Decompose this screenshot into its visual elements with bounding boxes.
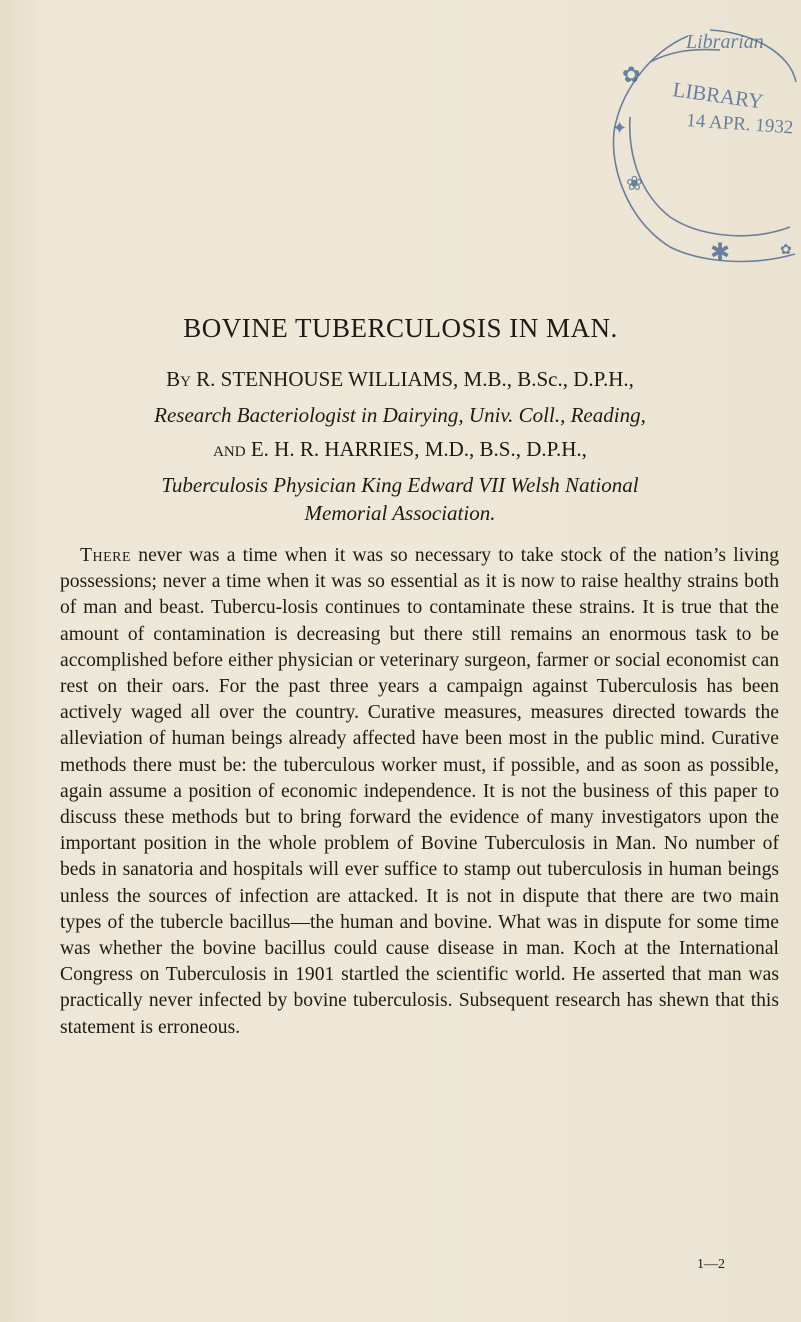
author-2-name: E. H. R. HARRIES, M.D., B.S., D.P.H., <box>250 437 587 461</box>
article-title: BOVINE TUBERCULOSIS IN MAN. <box>183 313 618 343</box>
author-2-affiliation-line1: Tuberculosis Physician King Edward VII Welsh National <box>161 473 639 497</box>
library-stamp-seal <box>590 22 800 272</box>
body-text: never was a time when it was so necessary to take stock of the nation’s living possessions; never a time when it was so essential as it is now to raise healthy strains both of man and beast. Tubercu-losis continues to contaminate these strains. It is true that the amount of contamination is decreasing but there still remains an enormous task to be accomplished before either physician or veterinary surgeon, farmer or social economist can rest on their oars. For the past three years a campaign against Tuberculosis has been actively waged all over the country. Curative measures, measures directed towards the alleviation of human beings already affected have been most in the public mind. Curative methods there must be: the tuberculous worker must, if possible, and as soon as possible, again assume a position of economic independence. It is not the business of this paper to discuss these methods but to bring forward the evidence of many investigators upon the important position in the whole problem of Bovine Tuberculosis in Man. No number of beds in sanatoria and hospitals will ever suffice to stamp out tuberculosis in human beings unless the sources of infection are attacked. It is not in dispute that there are two main types of the tubercle bacillus—the human and bovine. What was in dispute for some time was whether the bovine bacillus could cause disease in man. Koch at the International Congress on Tuberculosis in 1901 startled the scientific world. He asserted that man was practically never infected by bovine tuberculosis. Subsequent research has shewn that this statement is erroneous. <box>60 545 779 1038</box>
svg-text:14 APR. 1932: 14 APR. 1932 <box>685 110 795 139</box>
svg-text:✦: ✦ <box>612 118 628 138</box>
svg-text:❀: ❀ <box>626 173 643 195</box>
author-1 <box>40 367 760 392</box>
body-paragraph <box>60 543 779 1041</box>
author-2-prefix: and <box>213 437 246 461</box>
author-1-name: R. STENHOUSE WILLIAMS, M.B., B.Sc., D.P.H., <box>196 367 634 391</box>
svg-text:✿: ✿ <box>780 243 792 258</box>
page-reference: 1—2 <box>697 1257 725 1272</box>
author-2-affiliation-line2: Memorial Association. <box>304 501 496 525</box>
author-2 <box>40 437 760 462</box>
author-1-prefix: By <box>166 367 191 391</box>
author-2-affiliation <box>40 471 760 527</box>
svg-text:✿: ✿ <box>622 62 641 87</box>
svg-text:LIBRARY: LIBRARY <box>671 77 765 114</box>
library-stamp <box>590 22 800 272</box>
body-lead-word: There <box>80 545 132 566</box>
author-1-affiliation: Research Bacteriologist in Dairying, Univ. Coll., Reading, <box>154 403 646 427</box>
svg-text:✱: ✱ <box>710 240 731 266</box>
svg-text:Librarian: Librarian <box>686 31 764 53</box>
